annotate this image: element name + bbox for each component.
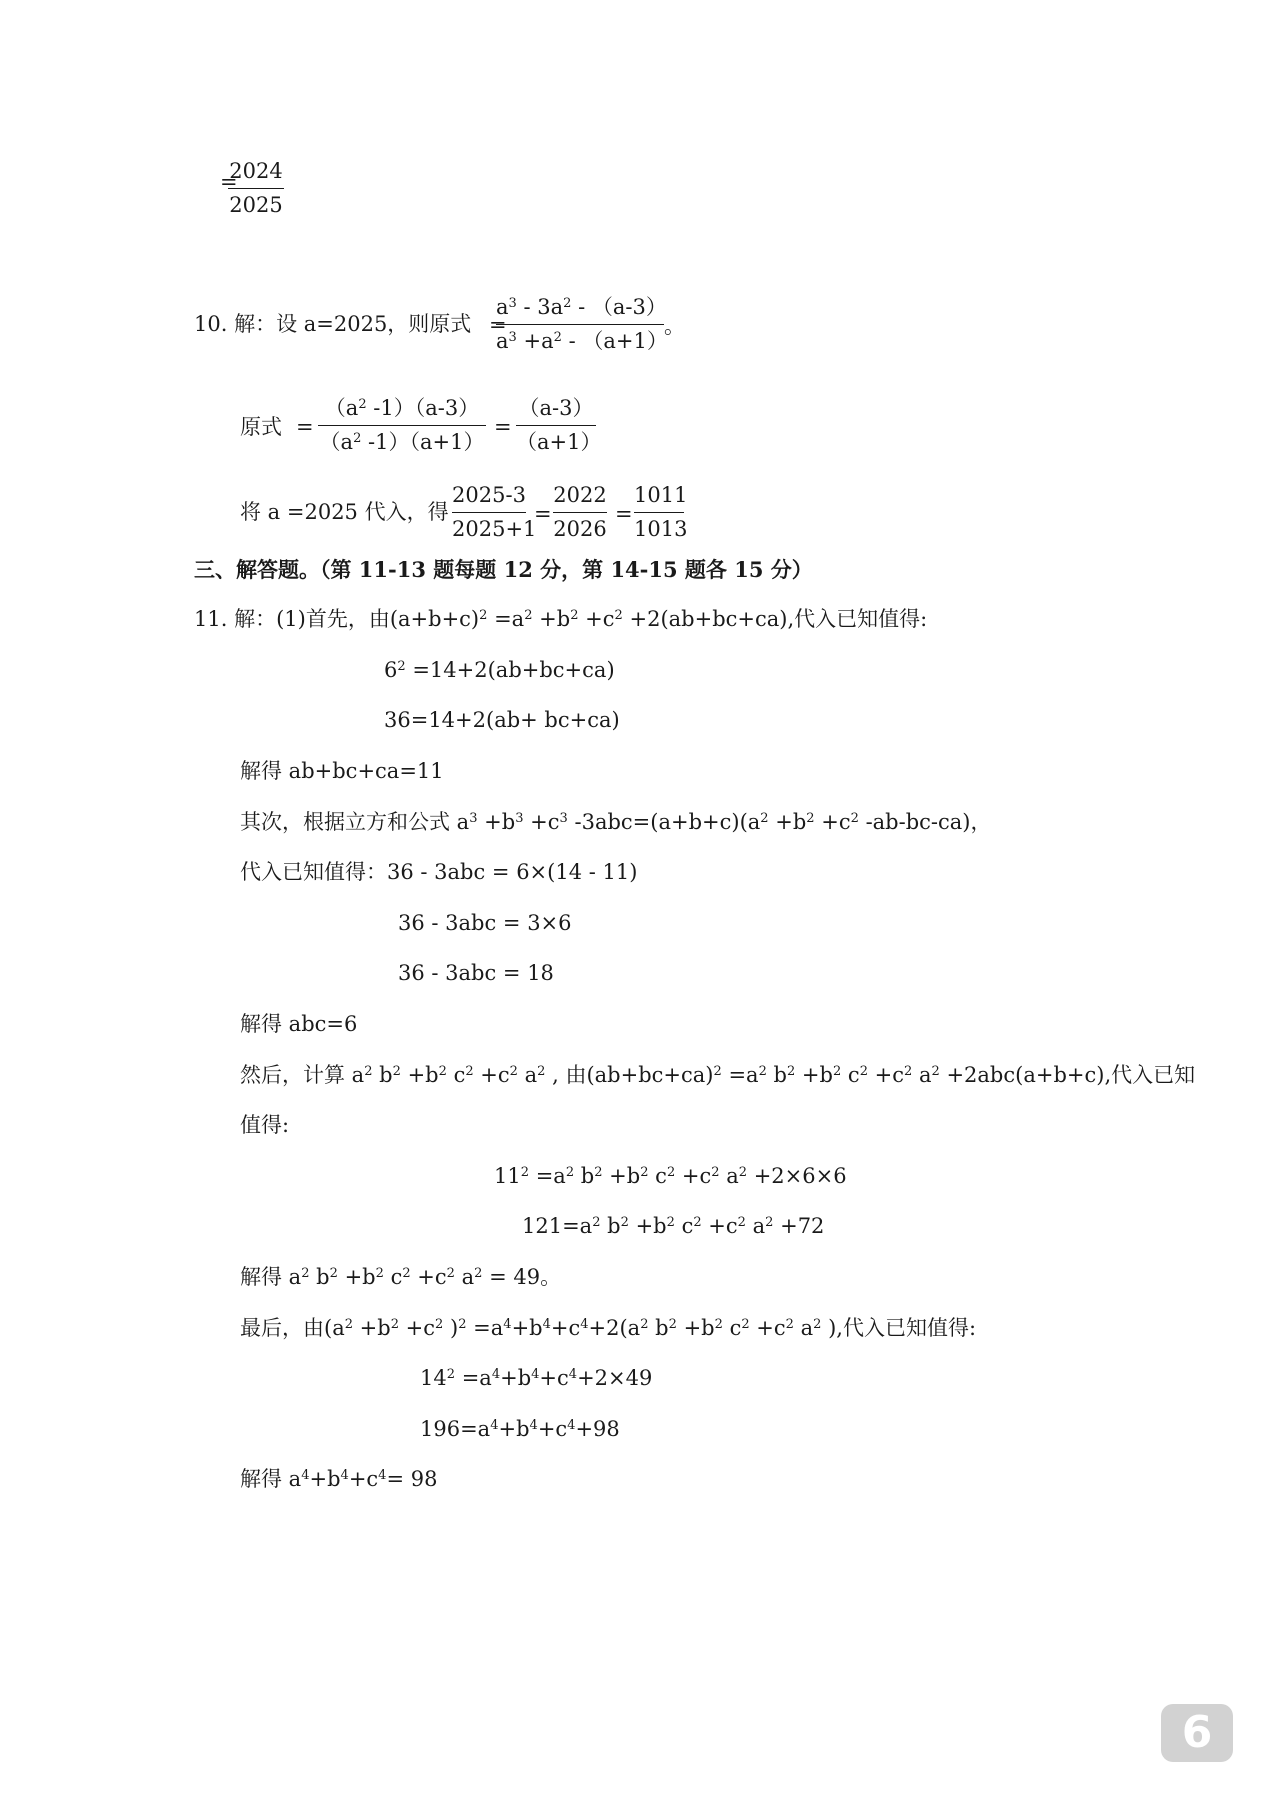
q10-equals: = (489, 313, 507, 337)
q10-line3-numerator-2: 2022 (553, 483, 607, 507)
q11-line: $121=a^2$ $b^2 +b^2$ $c^2 +c^2$ $a^2 +72$ (522, 1214, 825, 1238)
q11-line: 解得 $a^4+b^4+c^4= 98$ (240, 1467, 438, 1491)
q10-line2-numerator-1: （$a^2$ -1）（a-3） (324, 396, 480, 420)
q11-line: $6^2 =14+2(ab+bc+ca)$ (384, 658, 615, 682)
q10-line3-equals-2: = (615, 502, 633, 526)
q10-line2-denominator-1: （$a^2$ -1）（a+1） (319, 430, 485, 454)
q10-line3-equals-1: = (534, 502, 552, 526)
fraction-bar (452, 512, 526, 513)
q10-numerator: $a^3 - 3a^2 - (a-3)$ (496, 295, 667, 319)
q10-line3-denominator-3: 1013 (634, 517, 688, 541)
fraction-bar (516, 425, 596, 426)
q11-line: 36 - 3abc = 3×6 (398, 911, 572, 935)
q11-line: $11^2 =a^2$ $b^2 +b^2$ $c^2 +c^2$ $a^2 +2\times 6\times 6$ (494, 1164, 847, 1188)
q10-line2-denominator-2: （a+1） (516, 430, 602, 454)
page-number-badge: 6 (1161, 1704, 1233, 1762)
fraction-bar (318, 425, 486, 426)
intro-denominator: 2025 (229, 193, 283, 217)
q11-line: 解得 $a^2$ $b^2 +b^2$ $c^2 +c^2$ $a^2 = 49$。 (240, 1265, 562, 1289)
q11-line: 最后，由($a^2 +b^2 +c^2$ )$^2 =a^4+b^4+c^4+2(a^2$ $b^2 +b^2$ $c^2 +c^2$ $a^2$ ),代入已知值得: (240, 1316, 977, 1340)
fraction-bar (553, 512, 607, 513)
q10-line3-denominator-1: 2025+1 (452, 517, 537, 541)
intro-equals: = (220, 170, 238, 194)
q11-line: 然后，计算 $a^2$ $b^2 +b^2$ $c^2 +c^2$ $a^2$ , 由$(ab+bc+ca)^2 =a^2$ $b^2 +b^2$ $c^2 +c^2$ $a^2 +2abc(a+b+c)$,代入已知 (240, 1063, 1196, 1087)
fraction-bar (228, 188, 284, 189)
fraction-bar (496, 324, 664, 325)
q10-line3-denominator-2: 2026 (553, 517, 607, 541)
q10-line2-numerator-2: （a-3） (518, 396, 594, 420)
fraction-bar (634, 512, 684, 513)
q10-lead: 10. 解：设 a=2025，则原式 (194, 312, 472, 336)
q10-line2-equals-1: = (296, 415, 314, 439)
q11-line: 其次，根据立方和公式 $a^3 +b^3 +c^3$ $-3abc=(a+b+c)(a^2 +b^2 +c^2$ -ab-bc-ca)， (240, 810, 992, 834)
q11-line: 36=14+2(ab+ bc+ca) (384, 708, 620, 732)
q10-period: 。 (664, 314, 685, 338)
q11-line: 11. 解：(1)首先，由$(a+b+c)^2 =a^2 +b^2 +c^2 +2(ab+bc+ca)$,代入已知值得: (194, 607, 928, 631)
q10-line2-label: 原式 (240, 415, 282, 439)
q10-denominator: $a^3 +a^2 - (a+1)$ (496, 329, 668, 353)
q11-line: 解得 ab+bc+ca=11 (240, 759, 444, 783)
q11-line: 值得: (240, 1113, 290, 1137)
intro-numerator: 2024 (229, 159, 283, 183)
q11-line: 解得 abc=6 (240, 1012, 358, 1036)
q11-line: $196=a^4+b^4+c^4+98$ (420, 1417, 620, 1441)
section-3-heading: 三、解答题。（第 11-13 题每题 12 分，第 14-15 题各 15 分） (194, 557, 813, 582)
q11-line: 代入已知值得：36 - 3abc = 6×(14 - 11) (240, 860, 638, 884)
q10-line3-label: 将 a =2025 代入，得 (240, 500, 449, 524)
q10-line2-equals-2: = (494, 415, 512, 439)
q11-line: $14^2 =a^4+b^4+c^4+2\times 49$ (420, 1366, 653, 1390)
q10-line3-numerator-3: 1011 (634, 483, 688, 507)
q10-line3-numerator-1: 2025-3 (452, 483, 526, 507)
q11-line: 36 - 3abc = 18 (398, 961, 554, 985)
